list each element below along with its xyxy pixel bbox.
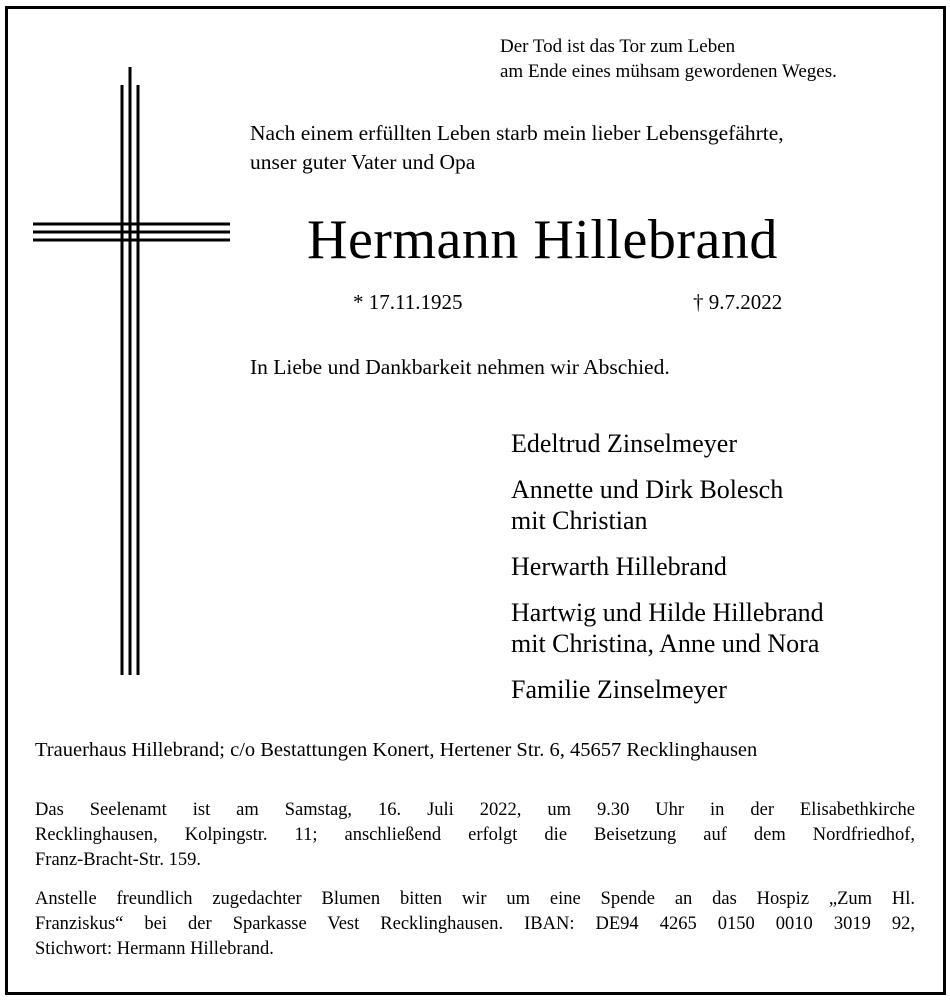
- mourner-group: [511, 474, 824, 536]
- mourner-group: [511, 551, 824, 582]
- donation-paragraph: [35, 887, 915, 962]
- mourner-group: [511, 597, 824, 659]
- motto-line-2: am Ende eines mühsam gewordenen Weges.: [500, 61, 837, 82]
- mourner-line: Herwarth Hillebrand: [511, 552, 727, 581]
- mourner-line: Familie Zinselmeyer: [511, 675, 727, 704]
- mourner-line: Hartwig und Hilde Hillebrand: [511, 598, 824, 627]
- house-of-mourning: Trauerhaus Hillebrand; c/o Bestattungen Konert, Hertener Str. 6, 45657 Recklinghausen: [35, 739, 758, 761]
- mourner-group: [511, 674, 824, 705]
- mourners-list: [511, 428, 824, 705]
- motto-line-1: Der Tod ist das Tor zum Leben: [500, 36, 736, 57]
- mourner-line: Edeltrud Zinselmeyer: [511, 429, 737, 458]
- service-line: Recklinghausen, Kolpingstr. 11; anschließend erfolgt die Beisetzung auf dem Nordfriedhof,: [35, 825, 915, 845]
- service-line: Das Seelenamt ist am Samstag, 16. Juli 2022, um 9.30 Uhr in der Elisabethkirche: [35, 800, 915, 820]
- deceased-name: Hermann Hillebrand: [307, 209, 778, 271]
- service-line: Franz-Bracht-Str. 159.: [35, 850, 201, 870]
- farewell-text: In Liebe und Dankbarkeit nehmen wir Abschied.: [250, 355, 670, 379]
- death-date: † 9.7.2022: [693, 290, 783, 314]
- mourner-group: [511, 428, 824, 459]
- mourner-line: mit Christina, Anne und Nora: [511, 629, 820, 658]
- cross-icon: [0, 0, 240, 690]
- intro-line-1: Nach einem erfüllten Leben starb mein lieber Lebensgefährte,: [250, 121, 784, 145]
- donation-line: Anstelle freundlich zugedachter Blumen bitten wir um eine Spende an das Hospiz „Zum Hl.: [35, 889, 915, 909]
- donation-line: Stichwort: Hermann Hillebrand.: [35, 939, 274, 959]
- donation-line: Franziskus“ bei der Sparkasse Vest Recklinghausen. IBAN: DE94 4265 0150 0010 3019 92,: [35, 914, 915, 934]
- mourner-line: mit Christian: [511, 506, 648, 535]
- mourner-line: Annette und Dirk Bolesch: [511, 475, 784, 504]
- service-paragraph: [35, 798, 915, 873]
- intro-line-2: unser guter Vater und Opa: [250, 150, 476, 174]
- birth-date: * 17.11.1925: [353, 290, 463, 314]
